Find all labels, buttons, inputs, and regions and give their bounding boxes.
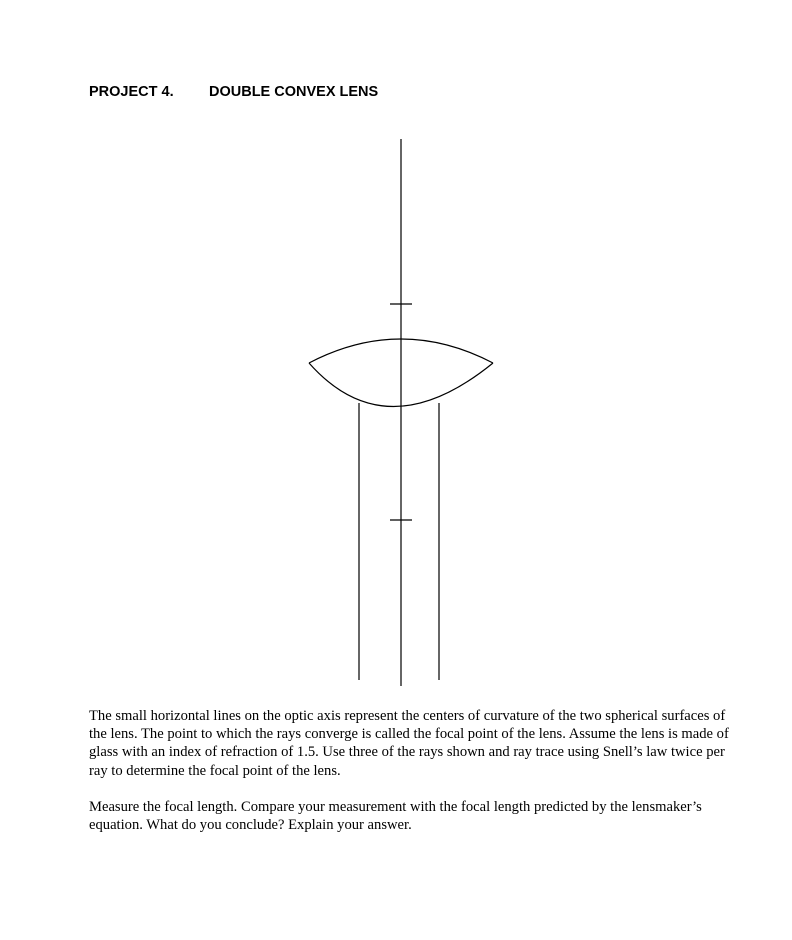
instructions-paragraph: The small horizontal lines on the optic axis represent the centers of curvature of the two spherical surfaces of the lens. The point to which the rays converge is called the focal point of the lens. Assume the lens is made of glass with an index of refraction of 1.5. Use three of the rays shown and ray trace using Snell’s law twice per ray to determine the focal point of the lens. bbox=[89, 708, 729, 779]
project-number: PROJECT 4. bbox=[89, 84, 174, 100]
questions-paragraph: Measure the focal length. Compare your measurement with the focal length predicted by the lensmaker’s equation. What do you conclude? Explain your answer. bbox=[89, 799, 702, 834]
project-title: DOUBLE CONVEX LENS bbox=[209, 84, 379, 100]
